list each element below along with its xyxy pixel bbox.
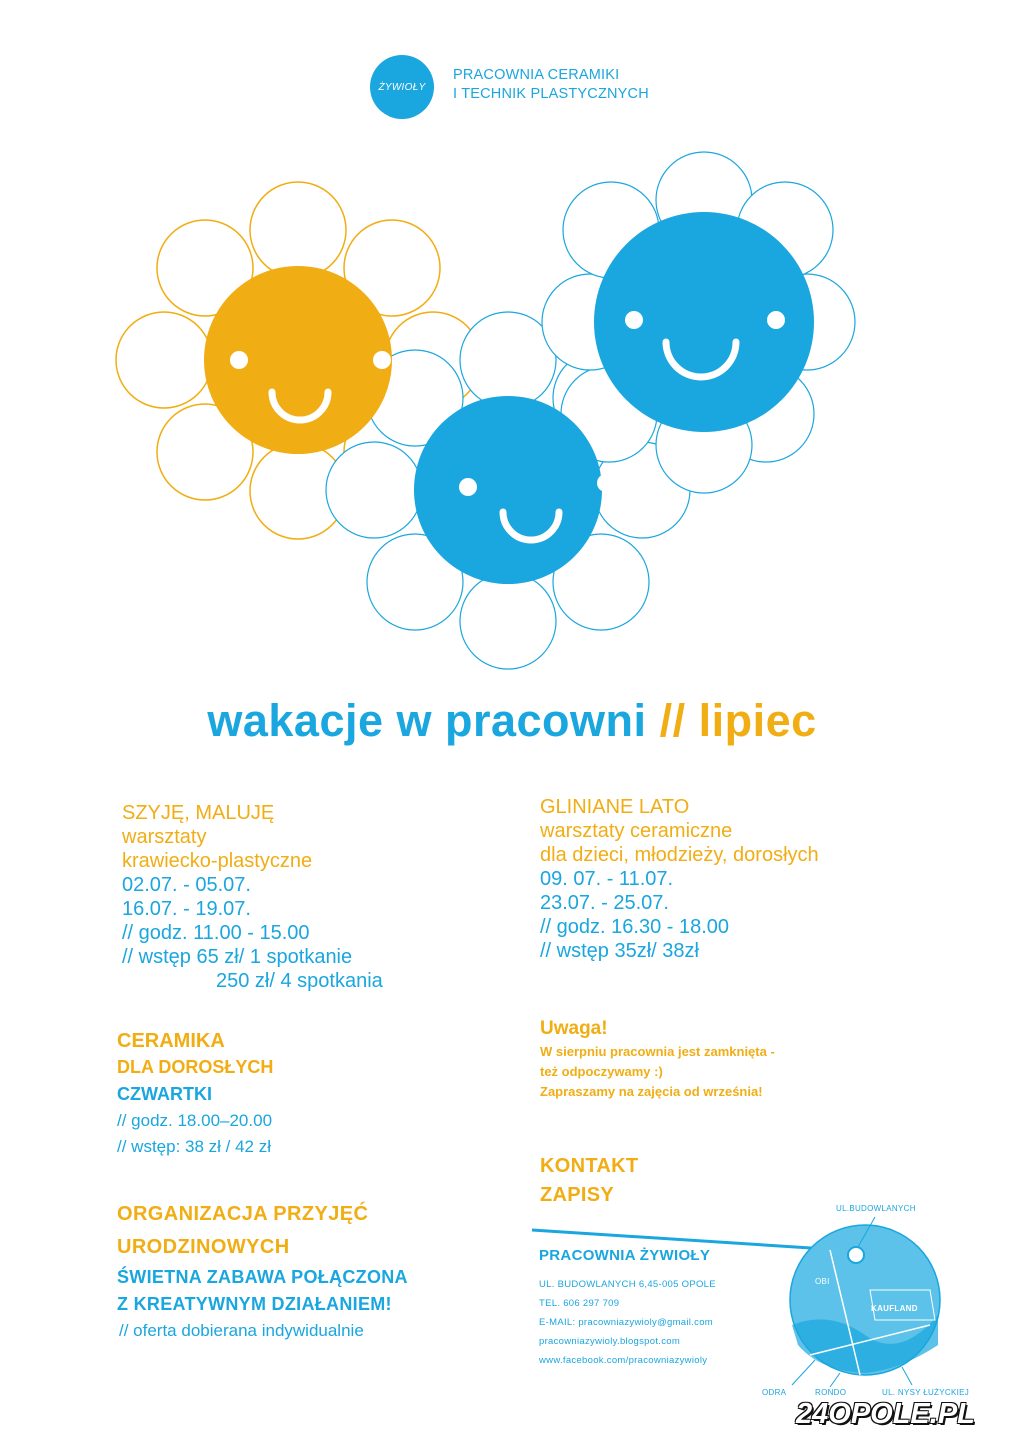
birthday-title-2: URODZINOWYCH bbox=[117, 1236, 290, 1258]
map-label-street-top: UL.BUDOWLANYCH bbox=[836, 1204, 916, 1213]
map-location-pin bbox=[848, 1247, 864, 1263]
contact-heading-1: KONTAKT bbox=[540, 1155, 639, 1177]
sewing-dates-1: 02.07. - 05.07. bbox=[122, 874, 251, 896]
map-callout-odra bbox=[792, 1360, 815, 1385]
birthday-desc-1: ŚWIETNA ZABAWA POŁĄCZONA bbox=[117, 1267, 408, 1287]
ceramics-adults-section bbox=[117, 1028, 273, 1160]
birthday-parties-section bbox=[117, 1198, 408, 1344]
ceramics-hours: // godz. 18.00–20.00 bbox=[117, 1111, 273, 1130]
ceramics-day: CZWARTKI bbox=[117, 1084, 212, 1104]
smiling-flowers-illustration bbox=[0, 0, 1024, 680]
watermark-text: 24OPOLE.PL bbox=[796, 1398, 975, 1430]
contact-blog-link[interactable]: pracowniazywioly.blogspot.com bbox=[539, 1336, 681, 1347]
contact-address: UL. BUDOWLANYCH 6,45-005 OPOLE bbox=[539, 1279, 716, 1290]
clay-hours: // godz. 16.30 - 18.00 bbox=[540, 916, 730, 938]
clay-subtitle-2: dla dzieci, młodzieży, dorosłych bbox=[540, 844, 819, 866]
notice-title: Uwaga! bbox=[540, 1018, 608, 1039]
sewing-title: SZYJĘ, MALUJĘ bbox=[122, 802, 275, 824]
birthday-title-1: ORGANIZACJA PRZYJĘĆ bbox=[117, 1203, 369, 1225]
map-callout-street bbox=[902, 1367, 912, 1385]
contact-heading-2: ZAPISY bbox=[540, 1184, 615, 1206]
header-line-1: PRACOWNIA CERAMIKI bbox=[453, 67, 620, 83]
notice-line-1: W sierpniu pracownia jest zamknięta - bbox=[540, 1044, 775, 1059]
page-title bbox=[0, 695, 1024, 747]
sewing-price-2: 250 zł/ 4 spotkania bbox=[216, 970, 383, 992]
clay-dates-1: 09. 07. - 11.07. bbox=[540, 868, 674, 890]
title-accent: // lipiec bbox=[659, 695, 817, 746]
ceramics-title: CERAMIKA bbox=[117, 1030, 225, 1052]
sewing-price-1: // wstęp 65 zł/ 1 spotkanie bbox=[122, 946, 353, 968]
clay-price: // wstęp 35zł/ 38zł bbox=[540, 940, 699, 962]
birthday-offer: // oferta dobierana indywidualnie bbox=[119, 1321, 364, 1340]
birthday-desc-2: Z KREATYWNYM DZIAŁANIEM! bbox=[117, 1294, 392, 1314]
notice-line-3: Zapraszamy na zajęcia od września! bbox=[540, 1084, 763, 1099]
sewing-subtitle-2: krawiecko-plastyczne bbox=[122, 850, 313, 872]
map-callout-rondo bbox=[830, 1373, 840, 1387]
clay-title: GLINIANE LATO bbox=[540, 796, 690, 818]
contact-facebook-link[interactable]: www.facebook.com/pracowniazywioly bbox=[539, 1355, 708, 1366]
map-label-obi: OBI bbox=[815, 1277, 830, 1286]
sewing-subtitle-1: warsztaty bbox=[122, 826, 207, 848]
site-watermark bbox=[796, 1398, 975, 1431]
sewing-hours: // godz. 11.00 - 15.00 bbox=[122, 922, 310, 944]
contact-email[interactable]: E-MAIL: pracowniazywioly@gmail.com bbox=[539, 1317, 714, 1328]
clay-workshop-section bbox=[540, 795, 819, 963]
notice-section bbox=[540, 1016, 775, 1102]
studio-name: PRACOWNIA ŻYWIOŁY bbox=[539, 1247, 711, 1264]
header-line-2: I TECHNIK PLASTYCZNYCH bbox=[453, 86, 649, 102]
map-label-odra: ODRA bbox=[762, 1388, 787, 1395]
clay-dates-2: 23.07. - 25.07. bbox=[540, 892, 669, 914]
ceramics-audience: DLA DOROSŁYCH bbox=[117, 1057, 274, 1077]
contact-phone: TEL. 606 297 709 bbox=[539, 1298, 620, 1309]
notice-line-2: też odpoczywamy :) bbox=[540, 1064, 663, 1079]
clay-subtitle-1: warsztaty ceramiczne bbox=[540, 820, 733, 842]
map-label-rondo: RONDO bbox=[815, 1388, 847, 1395]
map-label-kaufland: KAUFLAND bbox=[871, 1304, 918, 1313]
sewing-workshop-section bbox=[122, 801, 383, 993]
contact-details bbox=[539, 1275, 716, 1370]
map-label-street-bottom: UL. NYSY ŁUŻYCKIEJ bbox=[882, 1388, 970, 1395]
logo-text: ŻYWIOŁY bbox=[378, 81, 426, 93]
title-main: wakacje w pracowni bbox=[207, 695, 647, 746]
sewing-dates-2: 16.07. - 19.07. bbox=[122, 898, 251, 920]
blue-smiley-face-bottom bbox=[414, 396, 602, 584]
ceramics-price: // wstęp: 38 zł / 42 zł bbox=[117, 1137, 272, 1156]
